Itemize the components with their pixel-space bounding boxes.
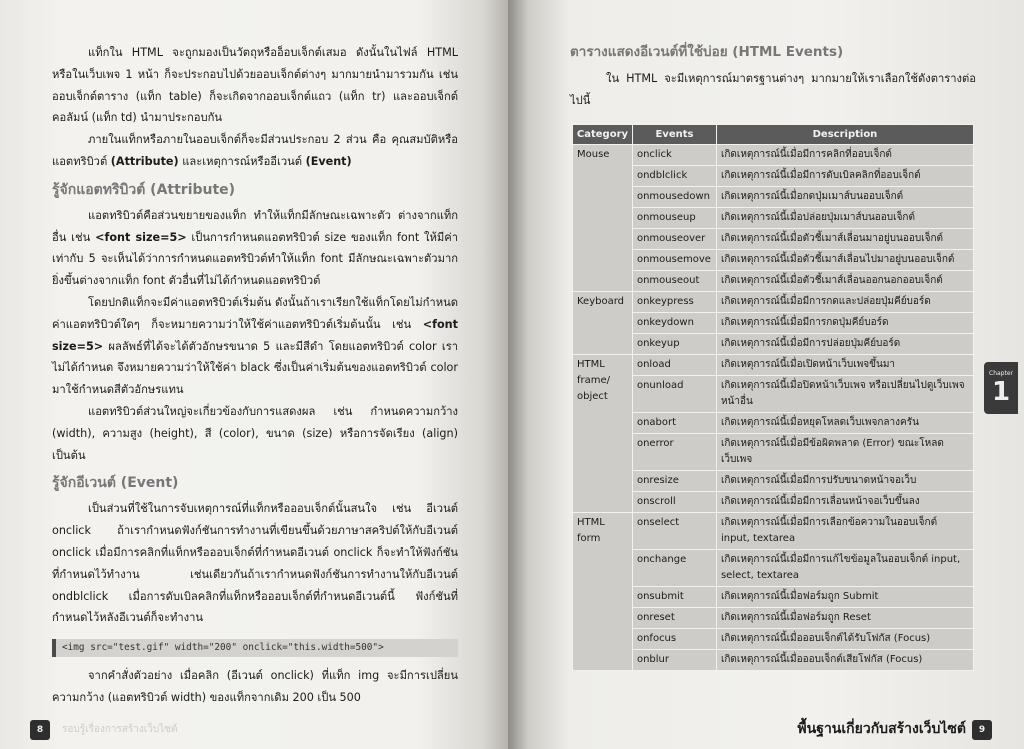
- event-name-cell: onmousedown: [632, 187, 716, 208]
- event-name-cell: onkeyup: [632, 334, 716, 355]
- chapter-number: 1: [991, 377, 1011, 407]
- events-table-body: [573, 145, 974, 671]
- paragraph-example-explanation: จากคำสั่งตัวอย่าง เมื่อคลิก (อีเวนต์ onclick) ที่แท็ก img จะมีการเปลี่ยนความกว้าง (แอตทริบิวต์ width) ของแท็กจากเดิม 200 เป็น 500: [52, 669, 458, 704]
- attr-default-text-2: ผลลัพธ์ที่ได้จะได้ตัวอักษรขนาด 5 และมีสีดำ โดยแอตทริบิวต์ color เราไม่ได้กำหนด จึงหมายความว่าให้ใช้ค่า black ซึ่งเป็นค่าเริ่มต้นของแอตทริบิวต์ color มาใช้กำหนดสีตัวอักษรแทน: [52, 339, 458, 397]
- paragraph-components: [52, 129, 458, 173]
- category-cell: HTML form: [573, 513, 633, 671]
- event-description-cell: เกิดเหตุการณ์นี้เมื่อฟอร์มถูก Reset: [716, 608, 973, 629]
- table-section-title: ตารางแสดงอีเวนต์ที่ใช้บ่อย (HTML Events): [570, 44, 844, 60]
- paragraph-components-text-2: และเหตุการณ์หรืออีเวนต์: [178, 154, 306, 168]
- paragraph-attribute-default: [52, 292, 458, 401]
- font-size-code: <font size=5>: [95, 230, 187, 244]
- category-cell: HTML frame/ object: [573, 355, 633, 513]
- event-name-cell: onselect: [632, 513, 716, 550]
- table-row: [573, 271, 974, 292]
- table-row: [573, 492, 974, 513]
- event-name-cell: onkeydown: [632, 313, 716, 334]
- event-name-cell: ondblclick: [632, 166, 716, 187]
- event-name-cell: onerror: [632, 434, 716, 471]
- table-row: [573, 629, 974, 650]
- event-description-cell: เกิดเหตุการณ์นี้เมื่อกดปุ่มเมาส์บนออบเจ็กต์: [716, 187, 973, 208]
- event-name-cell: onkeypress: [632, 292, 716, 313]
- event-description-cell: เกิดเหตุการณ์นี้เมื่อตัวชี้เมาส์เลื่อนออกนอกออบเจ็กต์: [716, 271, 973, 292]
- event-name-cell: onmouseup: [632, 208, 716, 229]
- event-name-cell: onabort: [632, 413, 716, 434]
- table-row: [573, 313, 974, 334]
- header-description: Description: [716, 125, 973, 145]
- table-row: [573, 208, 974, 229]
- header-events: Events: [632, 125, 716, 145]
- event-name-cell: onunload: [632, 376, 716, 413]
- event-name-cell: onchange: [632, 550, 716, 587]
- table-row: [573, 292, 974, 313]
- event-description-cell: เกิดเหตุการณ์นี้เมื่อฟอร์มถูก Submit: [716, 587, 973, 608]
- table-row: [573, 434, 974, 471]
- page-number-left: 8: [30, 720, 50, 740]
- event-description-cell: เกิดเหตุการณ์นี้เมื่อมีการกดและปล่อยปุ่มคีย์บอร์ด: [716, 292, 973, 313]
- attr-def-text: แอตทริบิวต์คือส่วนขยายของแท็ก ทำให้แท็กมีลักษณะเฉพาะตัว ต่างจากแท็กอื่น เช่น: [52, 208, 458, 244]
- event-description-cell: เกิดเหตุการณ์นี้เมื่อออบเจ็กต์เสียโฟกัส (Focus): [716, 650, 973, 671]
- attr-def-text-2: เป็นการกำหนดแอตทริบิวต์ size ของแท็ก font ให้มีค่าเท่ากับ 5 จะเห็นได้ว่าการกำหนดแอตทริบิวต์ทำให้แท็ก font มีลักษณะเฉพาะตัวมากยิ่งขึ้นต่างจากแท็ก font ตัวอื่นที่ไม่ได้กำหนดแอตทริบิวต์: [52, 230, 459, 288]
- table-row: [573, 471, 974, 492]
- table-row: [573, 650, 974, 671]
- category-cell: Mouse: [573, 145, 633, 292]
- event-name-cell: onreset: [632, 608, 716, 629]
- event-name-cell: onfocus: [632, 629, 716, 650]
- event-description-cell: เกิดเหตุการณ์นี้เมื่อหยุดโหลดเว็บเพจกลางครัน: [716, 413, 973, 434]
- page-number-right: 9: [972, 720, 992, 740]
- event-description-cell: เกิดเหตุการณ์นี้เมื่อตัวชี้เมาส์เลื่อนมาอยู่บนออบเจ็กต์: [716, 229, 973, 250]
- category-cell: Keyboard: [573, 292, 633, 355]
- table-row: [573, 550, 974, 587]
- paragraph-attribute-display: แอตทริบิวต์ส่วนใหญ่จะเกี่ยวข้องกับการแสดงผล เช่น กำหนดความกว้าง (width), ความสูง (height), สี (color), ขนาด (size) หรือการจัดเรียง (align) เป็นต้น: [52, 404, 458, 462]
- table-row: [573, 355, 974, 376]
- table-row: [573, 145, 974, 166]
- left-page-body: [52, 42, 458, 709]
- event-description-cell: เกิดเหตุการณ์นี้เมื่อปิดหน้าเว็บเพจ หรือเปลี่ยนไปดูเว็บเพจหน้าอื่น: [716, 376, 973, 413]
- chapter-label: Chapter: [989, 370, 1013, 377]
- event-name-cell: onclick: [632, 145, 716, 166]
- chapter-tab: [984, 362, 1018, 414]
- event-name-cell: onblur: [632, 650, 716, 671]
- table-row: [573, 187, 974, 208]
- paragraph-attribute-def: [52, 205, 458, 292]
- paragraph-components-text: ภายในแท็กหรือภายในออบเจ็กต์ก็จะมีส่วนประกอบ 2 ส่วน คือ คุณสมบัติหรือแอตทริบิวต์: [52, 133, 458, 168]
- event-name-cell: onload: [632, 355, 716, 376]
- event-description-cell: เกิดเหตุการณ์นี้เมื่อปล่อยปุ่มเมาส์บนออบเจ็กต์: [716, 208, 973, 229]
- event-name-cell: onmouseout: [632, 271, 716, 292]
- table-row: [573, 166, 974, 187]
- table-row: [573, 376, 974, 413]
- header-category: Category: [573, 125, 633, 145]
- event-description-cell: เกิดเหตุการณ์นี้เมื่อมีการคลิกที่ออบเจ็กต์: [716, 145, 973, 166]
- heading-attribute: รู้จักแอตทริบิวต์ (Attribute): [52, 181, 236, 198]
- event-description-cell: เกิดเหตุการณ์นี้เมื่อมีการดับเบิลคลิกที่ออบเจ็กต์: [716, 166, 973, 187]
- event-description-cell: เกิดเหตุการณ์นี้เมื่อมีการเลื่อนหน้าจอเว็บขึ้นลง: [716, 492, 973, 513]
- attr-default-text: โดยปกติแท็กจะมีค่าแอตทริบิวต์เริ่มต้น ดังนั้นถ้าเราเรียกใช้แท็กโดยไม่กำหนดค่าแอตทริบิวต์ใดๆ ก็จะหมายความว่าให้ใช้ค่าแอตทริบิวต์เริ่มต้นนั้น เช่น: [52, 295, 458, 331]
- left-page: [0, 0, 508, 749]
- event-description-cell: เกิดเหตุการณ์นี้เมื่อเปิดหน้าเว็บเพจขึ้นมา: [716, 355, 973, 376]
- table-row: [573, 413, 974, 434]
- event-description-cell: เกิดเหตุการณ์นี้เมื่อมีการปล่อยปุ่มคีย์บอร์ด: [716, 334, 973, 355]
- event-description-cell: เกิดเหตุการณ์นี้เมื่อตัวชี้เมาส์เลื่อนไปมาอยู่บนออบเจ็กต์: [716, 250, 973, 271]
- event-description-cell: เกิดเหตุการณ์นี้เมื่อมีข้อผิดพลาด (Error) ขณะโหลดเว็บเพจ: [716, 434, 973, 471]
- font-size-code-2: <font size=5>: [52, 317, 458, 353]
- table-row: [573, 250, 974, 271]
- footer-book-title: พื้นฐานเกี่ยวกับสร้างเว็บไซต์: [797, 721, 966, 737]
- event-name-cell: onresize: [632, 471, 716, 492]
- paragraph-event-def: เป็นส่วนที่ใช้ในการจับเหตุการณ์ที่แท็กหรือออบเจ็กต์นั้นสนใจ เช่น อีเวนต์ onclick ถ้าเรากำหนดฟังก์ชันการทำงานที่เขียนขึ้นด้วยภาษาสคริปต์ให้กับอีเวนต์ onclick เมื่อมีการคลิกที่แท็กหรือออบเจ็กต์ที่กำหนดอีเวนต์ onclick ก็จะทำให้ฟังก์ชันที่กำหนดไว้ทำงาน เช่นเดียวกันถ้าเรากำหนดฟังก์ชันการทำงานให้กับอีเวนต์ ondblclick เมื่อการดับเบิลคลิกที่แท็กหรือออบเจ็กต์ที่กำหนดอีเวนต์นี้ ฟังก์ชันที่กำหนดไว้หลังอีเวนต์ก็จะทำงาน: [52, 502, 458, 625]
- event-description-cell: เกิดเหตุการณ์นี้เมื่อมีการปรับขนาดหน้าจอเว็บ: [716, 471, 973, 492]
- event-description-cell: เกิดเหตุการณ์นี้เมื่อมีการแก้ไขข้อมูลในออบเจ็กต์ input, select, textarea: [716, 550, 973, 587]
- event-name-cell: onscroll: [632, 492, 716, 513]
- table-row: [573, 334, 974, 355]
- event-description-cell: เกิดเหตุการณ์นี้เมื่อออบเจ็กต์ได้รับโฟกัส (Focus): [716, 629, 973, 650]
- table-row: [573, 513, 974, 550]
- event-name-cell: onmouseover: [632, 229, 716, 250]
- table-row: [573, 587, 974, 608]
- table-row: [573, 229, 974, 250]
- footer-ghost-text: รอบรู้เรื่องการสร้างเว็บไซต์: [62, 724, 178, 735]
- code-example: <img src="test.gif" width="200" onclick="this.width=500">: [52, 639, 458, 657]
- event-name-cell: onmousemove: [632, 250, 716, 271]
- event-description-cell: เกิดเหตุการณ์นี้เมื่อมีการเลือกข้อความในออบเจ็กต์ input, textarea: [716, 513, 973, 550]
- event-description-cell: เกิดเหตุการณ์นี้เมื่อมีการกดปุ่มคีย์บอร์ด: [716, 313, 973, 334]
- event-name-cell: onsubmit: [632, 587, 716, 608]
- table-intro: ใน HTML จะมีเหตุการณ์มาตรฐานต่างๆ มากมายให้เราเลือกใช้ดังตารางต่อไปนี้: [570, 72, 976, 107]
- paragraph-objects: แท็กใน HTML จะถูกมองเป็นวัตถุหรืออ็อบเจ็กต์เสมอ ดังนั้นในไฟล์ HTML หรือในเว็บเพจ 1 หน้า ก็จะประกอบไปด้วยออบเจ็กต์ต่างๆ มากมายนำมารวมกัน เช่น ออบเจ็กต์ตาราง (แท็ก table) ก็จะเกิดจากออบเจ็กต์แถว (แท็ก tr) และออบเจ็กต์คอลัมน์ (แท็ก td) นำมาประกอบกัน: [52, 46, 458, 125]
- table-row: [573, 608, 974, 629]
- events-table: [572, 124, 974, 671]
- table-header-row: [573, 125, 974, 145]
- event-term: (Event): [305, 154, 352, 168]
- heading-event: รู้จักอีเวนต์ (Event): [52, 475, 179, 492]
- attribute-term: (Attribute): [110, 154, 179, 168]
